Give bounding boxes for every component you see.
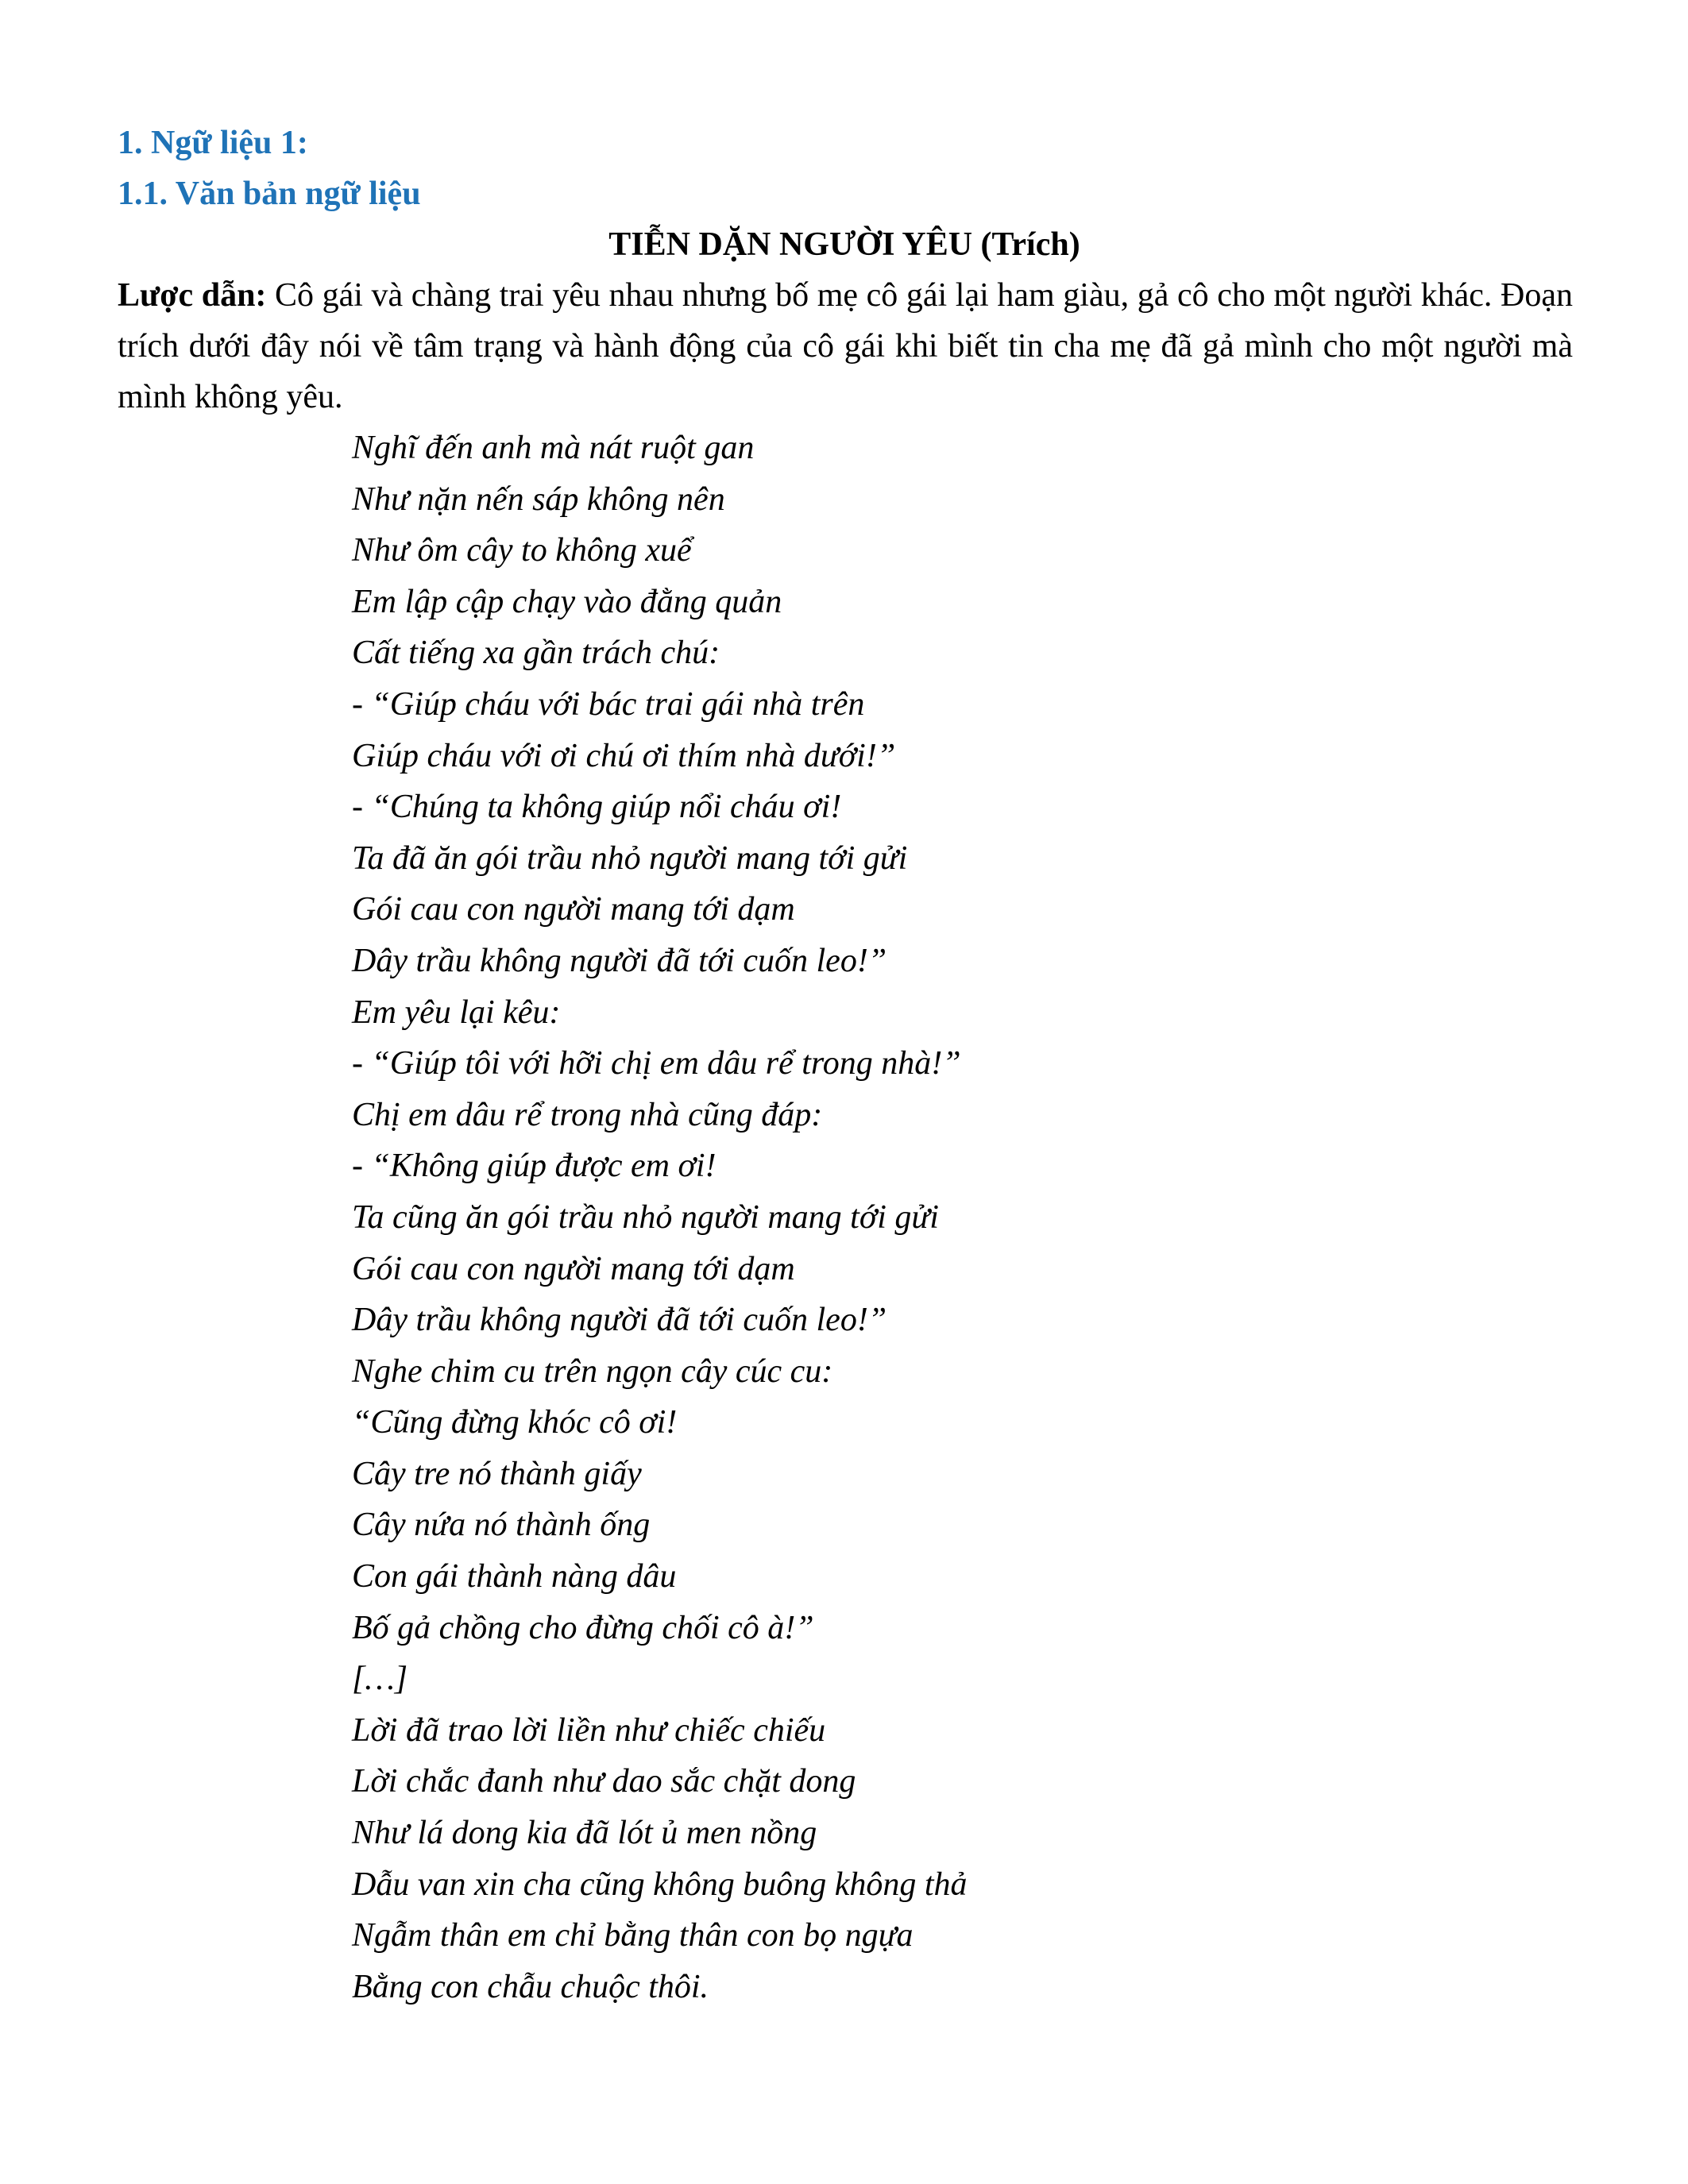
poem-line: Như nặn nến sáp không nên	[352, 480, 725, 518]
poem-line: Lời đã trao lời liền như chiếc chiếu	[352, 1711, 826, 1749]
poem-line: Ta đã ăn gói trầu nhỏ người mang tới gửi	[352, 839, 908, 877]
intro-text: Cô gái và chàng trai yêu nhau nhưng bố mẹ cô gái lại ham giàu, gả cô cho một người khác. Đoạn trích dưới đây nói về tâm trạng và hành động của cô gái khi biết tin cha mẹ đã gả mình cho một người mà mình không yêu.	[118, 277, 1573, 415]
poem-line: Cây tre nó thành giấy	[352, 1455, 642, 1492]
poem-line: Lời chắc đanh như dao sắc chặt dong	[352, 1763, 856, 1800]
intro-paragraph	[118, 270, 1573, 423]
poem-line: Như lá dong kia đã lót ủ men nồng	[352, 1815, 817, 1852]
section-subheading: 1.1. Văn bản ngữ liệu	[118, 176, 421, 212]
poem-line: Giúp cháu với ơi chú ơi thím nhà dưới!”	[352, 737, 896, 774]
poem-line: Dây trầu không người đã tới cuốn leo!”	[352, 942, 887, 979]
poem-line: Ta cũng ăn gói trầu nhỏ người mang tới gửi	[352, 1198, 939, 1236]
section-heading: 1. Ngữ liệu 1:	[118, 125, 308, 161]
poem-body	[352, 423, 968, 2012]
poem-line: Bằng con chẫu chuộc thôi.	[352, 1968, 709, 2005]
poem-line: Gói cau con người mang tới dạm	[352, 1250, 795, 1287]
poem-line: […]	[352, 1661, 408, 1698]
poem-line: “Cũng đừng khóc cô ơi!	[352, 1404, 678, 1441]
poem-line: Cây nứa nó thành ống	[352, 1507, 651, 1544]
poem-line: Bố gả chồng cho đừng chối cô à!”	[352, 1609, 814, 1646]
poem-line: Cất tiếng xa gần trách chú:	[352, 635, 720, 672]
poem-line: Gói cau con người mang tới dạm	[352, 891, 795, 928]
poem-line: Ngẫm thân em chỉ bằng thân con bọ ngựa	[352, 1917, 914, 1954]
poem-line: - “Giúp cháu với bác trai gái nhà trên	[352, 685, 865, 723]
poem-line: Con gái thành nàng dâu	[352, 1558, 677, 1596]
poem-line: Em yêu lại kêu:	[352, 994, 561, 1031]
poem-line: - “Giúp tôi với hỡi chị em dâu rể trong nhà!”	[352, 1045, 961, 1082]
poem-line: Chị em dâu rể trong nhà cũng đáp:	[352, 1096, 823, 1133]
poem-line: Như ôm cây to không xuể	[352, 532, 692, 569]
poem-title: TIỄN DẶN NGƯỜI YÊU (Trích)	[608, 226, 1080, 263]
poem-line: - “Chúng ta không giúp nổi cháu ơi!	[352, 789, 842, 826]
intro-label: Lược dẫn:	[118, 277, 267, 314]
poem-line: Nghĩ đến anh mà nát ruột gan	[352, 430, 755, 466]
poem-line: Dây trầu không người đã tới cuốn leo!”	[352, 1302, 887, 1339]
poem-line: Em lập cập chạy vào đằng quản	[352, 583, 782, 620]
poem-line: Nghe chim cu trên ngọn cây cúc cu:	[352, 1352, 833, 1390]
poem-line: - “Không giúp được em ơi!	[352, 1148, 717, 1185]
poem-line: Dẫu van xin cha cũng không buông không thả	[352, 1866, 968, 1903]
